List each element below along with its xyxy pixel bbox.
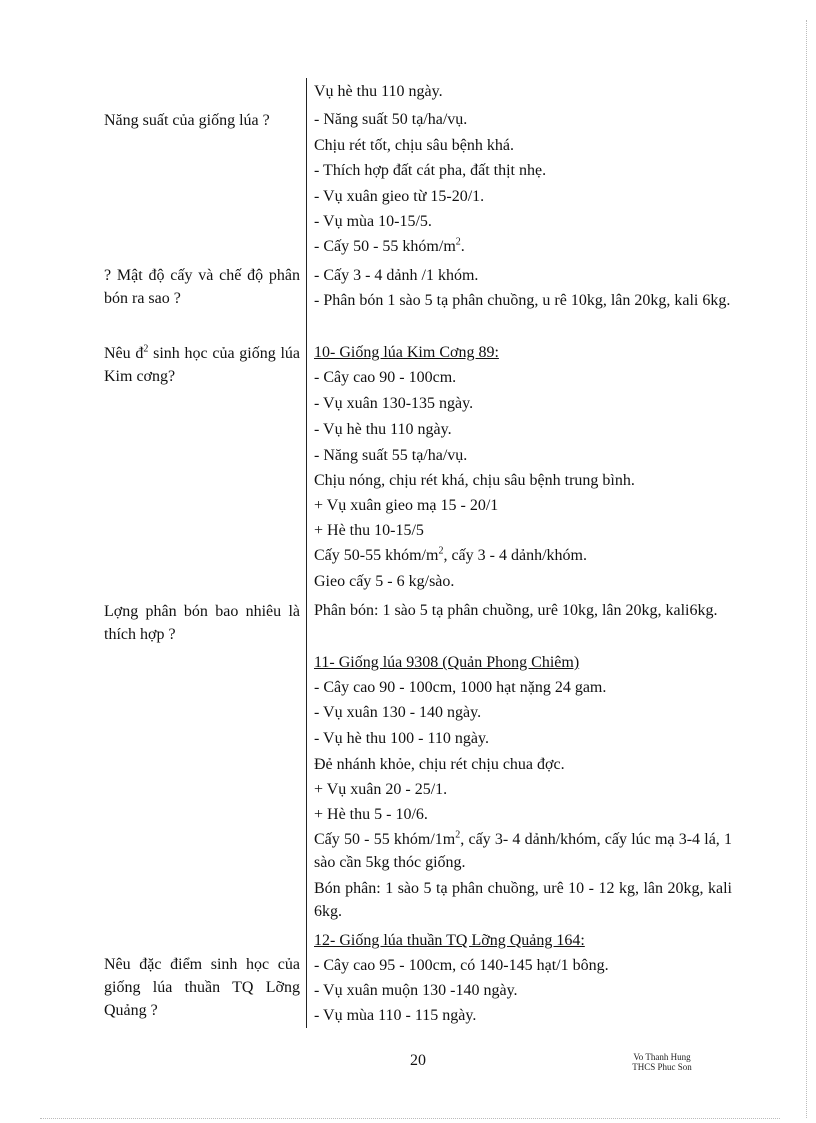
content-line: - Vụ mùa 10-15/5. <box>314 213 432 230</box>
content-line: Phân bón: 1 sào 5 tạ phân chuồng, urê 10kg, lân 20kg, kali6kg. <box>314 602 718 619</box>
content-line: Gieo cấy 5 - 6 kg/sào. <box>314 573 455 590</box>
l28-text-b: , cấy 3- 4 dảnh/khóm, cấy lúc mạ 3-4 lá, 1 sào cần 5kg thóc giống. <box>314 831 733 871</box>
right-border-dots <box>806 20 807 1118</box>
q3-text-b: sinh học của giống lúa Kim cơng? <box>104 345 301 385</box>
content-line: - Vụ hè thu 110 ngày. <box>314 421 452 438</box>
l18-superscript: 2 <box>438 545 444 557</box>
content-line: - Cấy 3 - 4 dảnh /1 khóm. <box>314 267 479 284</box>
content-line: Bón phân: 1 sào 5 tạ phân chuồng, urê 10 - 12 kg, lân 20kg, kali 6kg. <box>314 880 732 920</box>
content-line <box>314 544 732 567</box>
author-name: Vo Thanh Hung <box>633 1052 691 1062</box>
content-line: Chịu rét tốt, chịu sâu bệnh khá. <box>314 137 514 154</box>
q3-text-a: Nêu đ <box>104 345 144 362</box>
section-heading-tq-luong-quang: 12- Giống lúa thuần TQ Lỡng Quảng 164: <box>314 932 585 949</box>
content-line: + Hè thu 10-15/5 <box>314 522 424 539</box>
question-fertilizer-amount: Lợng phân bón bao nhiêu là thích hợp ? <box>104 603 300 643</box>
content-line: - Phân bón 1 sào 5 tạ phân chuồng, u rê 10kg, lân 20kg, kali 6kg. <box>314 292 731 309</box>
column-divider <box>306 78 307 1028</box>
content-line: - Vụ xuân 130-135 ngày. <box>314 395 474 412</box>
content-line: - Cây cao 90 - 100cm, 1000 hạt nặng 24 gam. <box>314 679 607 696</box>
content-line: - Cây cao 90 - 100cm. <box>314 369 457 386</box>
l18-text-a: Cấy 50-55 khóm/m <box>314 547 439 564</box>
content-line: - Năng suất 50 tạ/ha/vụ. <box>314 111 468 128</box>
content-line: - Vụ xuân muộn 130 -140 ngày. <box>314 982 518 999</box>
content-line: - Năng suất 55 tạ/ha/vụ. <box>314 447 468 464</box>
content-line: - Vụ xuân 130 - 140 ngày. <box>314 704 482 721</box>
page-number: 20 <box>410 1052 426 1069</box>
content-line <box>314 828 732 874</box>
content-line: - Vụ hè thu 100 - 110 ngày. <box>314 730 489 747</box>
content-line: Vụ hè thu 110 ngày. <box>314 83 443 100</box>
q3-superscript: 2 <box>143 343 149 355</box>
bottom-border-dots <box>40 1118 780 1119</box>
content-line: Đẻ nhánh khỏe, chịu rét chịu chua đợc. <box>314 756 565 773</box>
l18-text-b: , cấy 3 - 4 dảnh/khóm. <box>443 547 587 564</box>
l07-superscript: 2 <box>455 236 461 248</box>
content-line: + Hè thu 5 - 10/6. <box>314 806 428 823</box>
content-line: + Vụ xuân 20 - 25/1. <box>314 781 448 798</box>
l28-text-a: Cấy 50 - 55 khóm/1m <box>314 831 456 848</box>
question-kim-cuong-features <box>104 342 300 388</box>
content-line: - Thích hợp đất cát pha, đất thịt nhẹ. <box>314 162 547 179</box>
section-heading-kim-cuong: 10- Giống lúa Kim Cơng 89: <box>314 344 499 361</box>
section-heading-9308: 11- Giống lúa 9308 (Quản Phong Chiêm) <box>314 654 580 671</box>
content-line: + Vụ xuân gieo mạ 15 - 20/1 <box>314 497 499 514</box>
author-credit <box>612 1052 712 1072</box>
content-line: - Vụ xuân gieo từ 15-20/1. <box>314 188 485 205</box>
l07-text-a: - Cấy 50 - 55 khóm/m <box>314 238 456 255</box>
author-school: THCS Phuc Son <box>632 1062 692 1072</box>
question-density-fertilizer: ? Mật độ cấy và chế độ phân bón ra sao ? <box>104 267 300 307</box>
question-tq-features: Nêu đặc điểm sinh học của giống lúa thuần TQ Lỡng Quảng ? <box>104 956 300 1019</box>
l07-text-b: . <box>460 238 465 255</box>
content-line <box>314 235 732 258</box>
content-line: - Cây cao 95 - 100cm, có 140-145 hạt/1 bông. <box>314 957 609 974</box>
question-yield: Năng suất của giống lúa ? <box>104 112 270 129</box>
content-line: Chịu nóng, chịu rét khá, chịu sâu bệnh trung bình. <box>314 472 635 489</box>
l28-superscript: 2 <box>455 829 461 841</box>
content-line: - Vụ mùa 110 - 115 ngày. <box>314 1007 477 1024</box>
